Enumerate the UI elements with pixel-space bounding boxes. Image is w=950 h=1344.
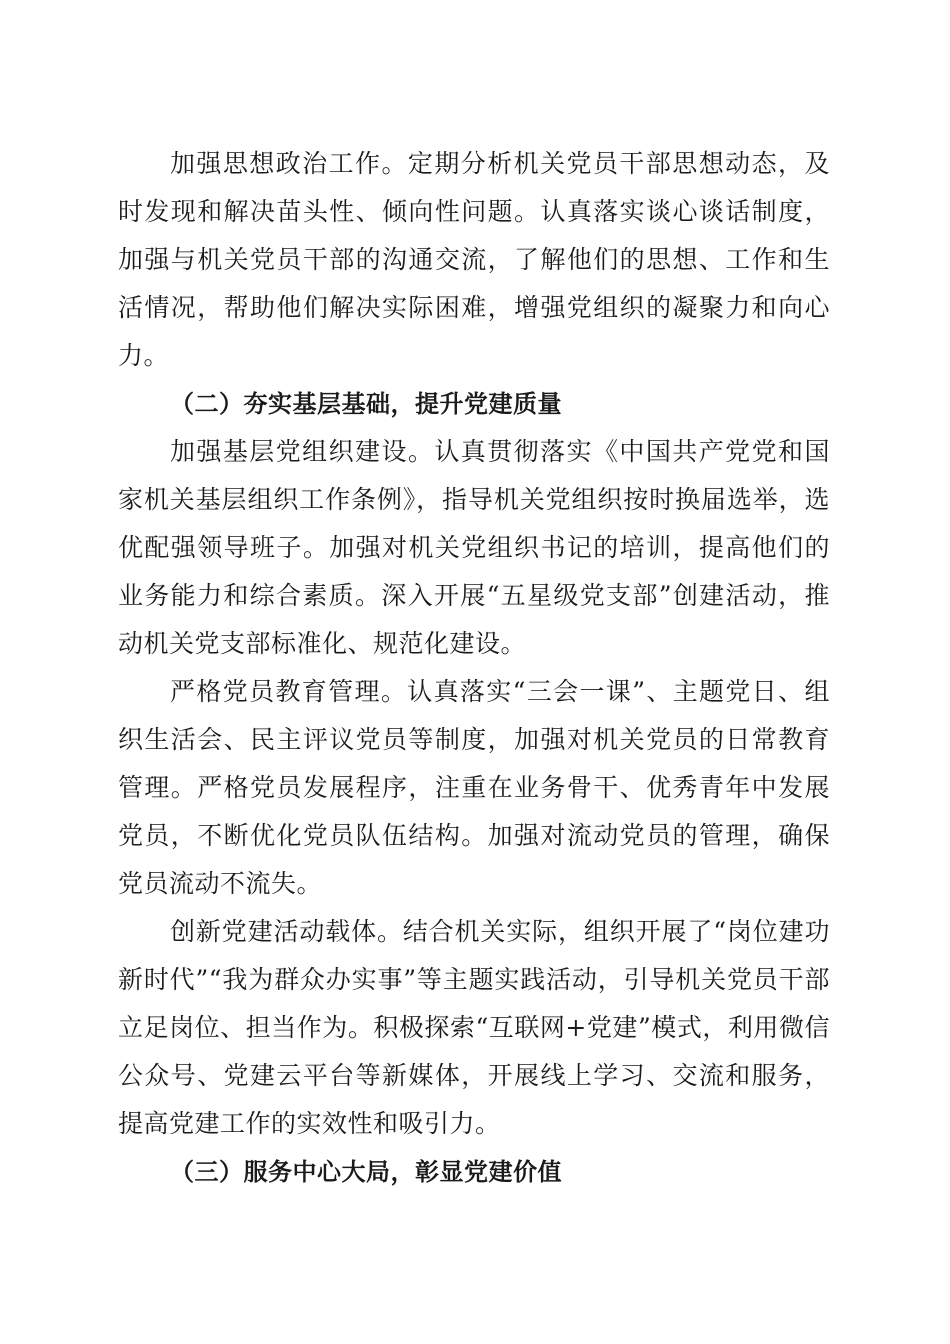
document-body [118,140,830,1196]
paragraph-grassroots-organization: 加强基层党组织建设。认真贯彻落实《中国共产党党和国家机关基层组织工作条例》，指导机关党组织按时换届选举，选优配强领导班子。加强对机关党组织书记的培训，提高他们的业务能力和综合素质。深入开展“五星级党支部”创建活动，推动机关党支部标准化、规范化建设。 [118,437,830,658]
section-heading-three: （三）服务中心大局，彰显党建价值 [170,1158,562,1186]
paragraph-member-management: 严格党员教育管理。认真落实“三会一课”、主题党日、组织生活会、民主评议党员等制度，加强对机关党员的日常教育管理。严格党员发展程序，注重在业务骨干、优秀青年中发展党员，不断优化党员队伍结构。加强对流动党员的管理，确保党员流动不流失。 [118,677,830,898]
paragraph-ideological-work: 加强思想政治工作。定期分析机关党员干部思想动态，及时发现和解决苗头性、倾向性问题。认真落实谈心谈话制度，加强与机关党员干部的沟通交流，了解他们的思想、工作和生活情况，帮助他们解决实际困难，增强党组织的凝聚力和向心力。 [118,149,830,370]
section-heading-two: （二）夯实基层基础，提升党建质量 [170,390,562,418]
paragraph-activity-innovation: 创新党建活动载体。结合机关实际，组织开展了“岗位建功新时代”“我为群众办实事”等主题实践活动，引导机关党员干部立足岗位、担当作为。积极探索“互联网+党建”模式，利用微信公众号、党建云平台等新媒体，开展线上学习、交流和服务，提高党建工作的实效性和吸引力。 [118,917,830,1138]
